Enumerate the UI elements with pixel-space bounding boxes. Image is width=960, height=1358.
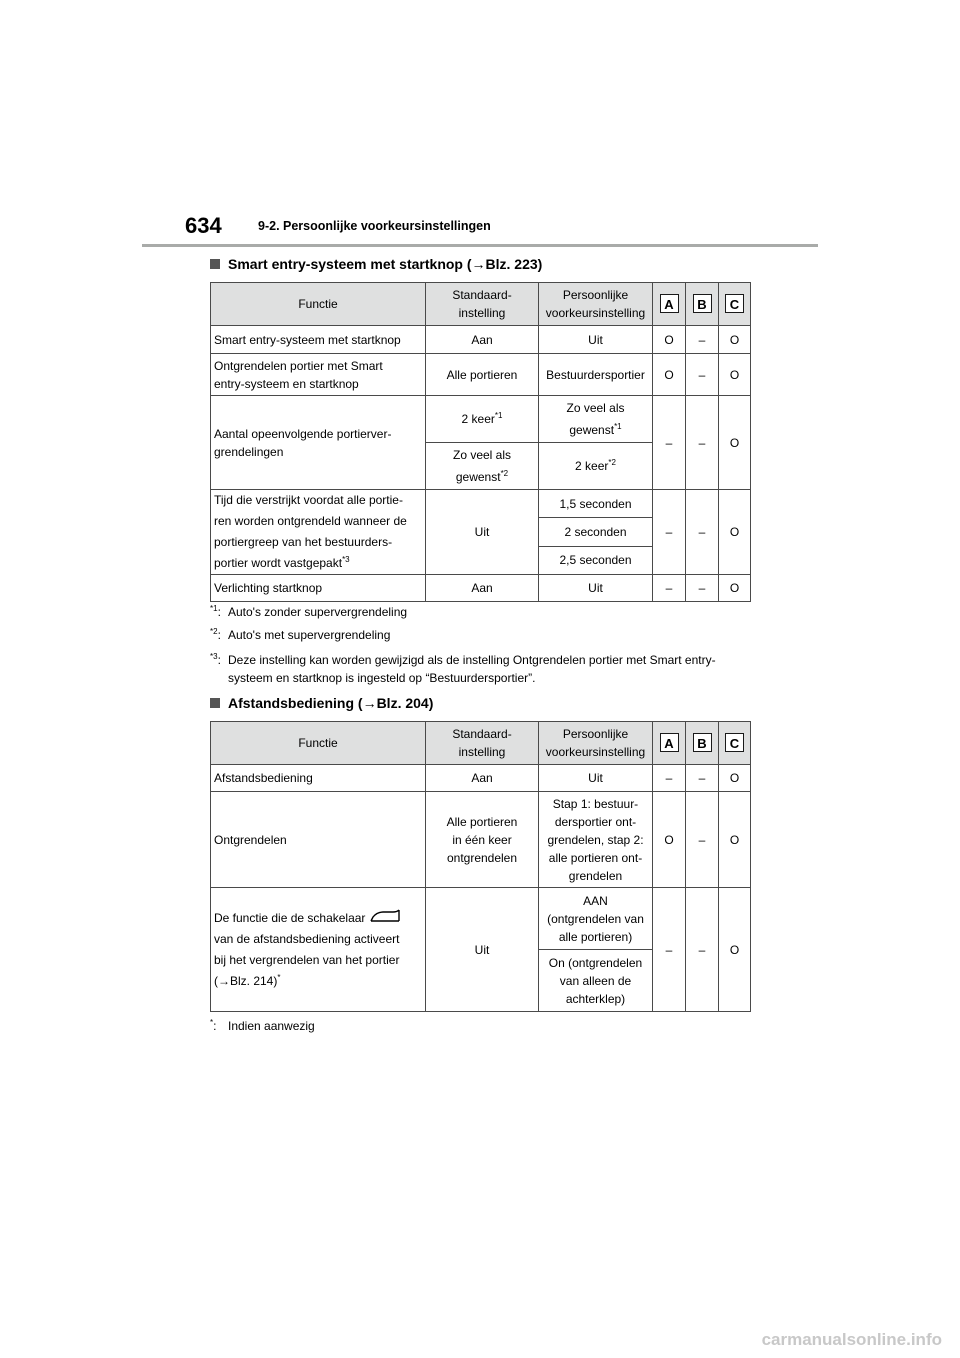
header-c (719, 722, 751, 765)
cell-b: – (686, 792, 719, 888)
letter-c-icon: C (725, 733, 744, 752)
header-functie: Functie (211, 283, 426, 326)
cell-a: – (653, 490, 686, 575)
cell-a: – (653, 575, 686, 602)
cell-a: – (653, 888, 686, 1012)
table-row (211, 326, 751, 354)
arrow-right-icon: → (362, 695, 377, 711)
cell-functie: Smart entry-systeem met startknop (211, 326, 426, 354)
cell-standaard: Uit (426, 888, 539, 1012)
table-row (211, 354, 751, 396)
cell-persoonlijk: 1,5 seconden (539, 490, 653, 518)
cell-b: – (686, 396, 719, 490)
cell-c: O (719, 396, 751, 490)
cell-functie: Tijd die verstrijkt voordat alle portie- ren worden ontgrendeld wanneer de portiergreep van het bestuurders- portier wordt vastgepakt$^{*3}$ (211, 490, 426, 575)
cell-a: – (653, 765, 686, 792)
section-heading-smart-entry (210, 256, 542, 272)
cell-c: O (719, 575, 751, 602)
cell-persoonlijk: 2,5 seconden (539, 546, 653, 574)
cell-standaard: Aan (426, 575, 539, 602)
cell-standaard: 2 keer$^{*1}$ (426, 396, 539, 443)
car-back-door-icon (369, 908, 401, 924)
header-b (686, 722, 719, 765)
header-a (653, 283, 686, 326)
cell-standaard: Alle portieren in één keer ontgrendelen (426, 792, 539, 888)
footnote-indien-aanwezig: *: Indien aanwezig (210, 1018, 315, 1033)
cell-a: O (653, 326, 686, 354)
bullet-square-icon (210, 698, 220, 708)
cell-standaard: Uit (426, 490, 539, 575)
table-row (211, 575, 751, 602)
section-title: Smart entry-systeem met startknop ( (228, 256, 472, 272)
watermark: carmanualsonline.info (761, 1330, 942, 1349)
afstandsbediening-table (210, 721, 751, 1012)
arrow-right-icon: → (218, 973, 230, 988)
cell-persoonlijk: On (ontgrendelen van alleen de achterklep) (539, 950, 653, 1012)
cell-standaard: Alle portieren (426, 354, 539, 396)
cell-c: O (719, 792, 751, 888)
running-header: 9-2. Persoonlijke voorkeursinstellingen (258, 219, 491, 233)
letter-b-icon: B (693, 733, 712, 752)
cell-a: – (653, 396, 686, 490)
cell-persoonlijk: Stap 1: bestuur- dersportier ont- grendelen, stap 2: alle portieren ont- grendelen (539, 792, 653, 888)
cell-persoonlijk: Uit (539, 326, 653, 354)
page-reference: Blz. 223) (485, 256, 543, 272)
cell-b: – (686, 354, 719, 396)
table-header-row (211, 722, 751, 765)
header-standaard: Standaard- instelling (426, 283, 539, 326)
cell-persoonlijk: Uit (539, 765, 653, 792)
letter-a-icon: A (660, 733, 679, 752)
cell-persoonlijk: Zo veel als gewenst$^{*1}$ (539, 396, 653, 443)
header-rule (142, 244, 818, 247)
page-number: 634 (185, 213, 222, 238)
cell-b: – (686, 326, 719, 354)
header-standaard: Standaard- instelling (426, 722, 539, 765)
section-title: Afstandsbediening ( (228, 695, 363, 711)
table-row (211, 888, 751, 950)
page-reference: Blz. 204) (376, 695, 434, 711)
table-header-row (211, 283, 751, 326)
table-row (211, 396, 751, 443)
cell-c: O (719, 490, 751, 575)
cell-b: – (686, 765, 719, 792)
letter-a-icon: A (660, 294, 679, 313)
table-row (211, 765, 751, 792)
footnote-3: $^{*3}$: Deze instelling kan worden gewijzigd als de instelling Ontgrendelen portier met Smart entry-systeem en startknop is ingesteld op “Bestuurdersportier”. (210, 652, 716, 685)
bullet-square-icon (210, 259, 220, 269)
cell-c: O (719, 326, 751, 354)
cell-functie: Verlichting startknop (211, 575, 426, 602)
header-persoonlijk: Persoonlijke voorkeursinstelling (539, 722, 653, 765)
footnote-1: $^{*1}$: Auto's zonder supervergrendeling (210, 604, 408, 619)
cell-functie: De functie die de schakelaar van de afstandsbediening activeert bij het vergrendelen van het portier (→Blz. 214)* (211, 888, 426, 1012)
cell-a: O (653, 792, 686, 888)
cell-persoonlijk: Uit (539, 575, 653, 602)
letter-c-icon: C (725, 294, 744, 313)
cell-persoonlijk: AAN (ontgrendelen van alle portieren) (539, 888, 653, 950)
header-persoonlijk: Persoonlijke voorkeursinstelling (539, 283, 653, 326)
cell-b: – (686, 490, 719, 575)
table-row (211, 792, 751, 888)
section-heading-afstandsbediening (210, 695, 433, 711)
cell-persoonlijk: 2 keer$^{*2}$ (539, 443, 653, 490)
cell-functie: Ontgrendelen (211, 792, 426, 888)
header-a (653, 722, 686, 765)
cell-c: O (719, 354, 751, 396)
table-row (211, 490, 751, 518)
smart-entry-table (210, 282, 751, 602)
cell-standaard: Aan (426, 765, 539, 792)
header-functie: Functie (211, 722, 426, 765)
cell-b: – (686, 888, 719, 1012)
footnote-2: $^{*2}$: Auto's met supervergrendeling (210, 627, 391, 642)
header-b (686, 283, 719, 326)
cell-b: – (686, 575, 719, 602)
cell-c: O (719, 888, 751, 1012)
header-c (719, 283, 751, 326)
cell-persoonlijk: Bestuurdersportier (539, 354, 653, 396)
letter-b-icon: B (693, 294, 712, 313)
cell-standaard: Zo veel als gewenst$^{*2}$ (426, 443, 539, 490)
cell-functie: Afstandsbediening (211, 765, 426, 792)
cell-functie: Ontgrendelen portier met Smart entry-systeem en startknop (211, 354, 426, 396)
arrow-right-icon: → (471, 256, 486, 272)
cell-a: O (653, 354, 686, 396)
cell-functie: Aantal opeenvolgende portierver- grendelingen (211, 396, 426, 490)
cell-c: O (719, 765, 751, 792)
cell-standaard: Aan (426, 326, 539, 354)
cell-persoonlijk: 2 seconden (539, 518, 653, 546)
